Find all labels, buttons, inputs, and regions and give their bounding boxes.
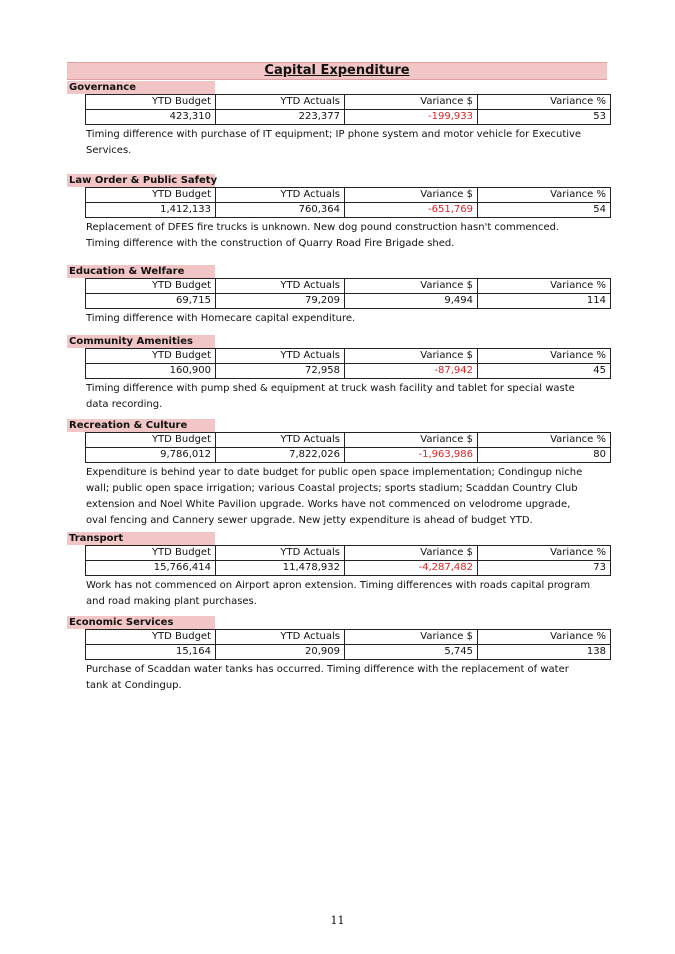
- header-variance-percent: Variance %: [478, 630, 611, 645]
- header-ytd-budget: YTD Budget: [86, 546, 216, 561]
- figures-table: [85, 278, 611, 309]
- variance-dollar-value: -1,963,986: [345, 448, 478, 463]
- ytd-actuals-value: 79,209: [216, 294, 345, 309]
- section-note: Purchase of Scaddan water tanks has occurred. Timing difference with the replacement of water tank at Condingup.: [86, 664, 569, 691]
- section-economic-services: [67, 616, 607, 694]
- section-heading: Governance: [67, 81, 215, 94]
- section-education-welfare: [67, 265, 607, 327]
- section-community-amenities: [67, 335, 607, 413]
- header-ytd-budget: YTD Budget: [86, 349, 216, 364]
- header-ytd-budget: YTD Budget: [86, 279, 216, 294]
- header-variance-dollar: Variance $: [345, 349, 478, 364]
- header-row: [86, 630, 611, 645]
- header-row: [86, 349, 611, 364]
- section-heading: Recreation & Culture: [67, 419, 215, 432]
- variance-percent-value: 73: [478, 561, 611, 576]
- ytd-actuals-value: 223,377: [216, 110, 345, 125]
- header-variance-dollar: Variance $: [345, 546, 478, 561]
- section-heading: Economic Services: [67, 616, 215, 629]
- section-heading: Education & Welfare: [67, 265, 215, 278]
- ytd-budget-value: 9,786,012: [86, 448, 216, 463]
- value-row: [86, 561, 611, 576]
- header-variance-dollar: Variance $: [345, 188, 478, 203]
- header-ytd-budget: YTD Budget: [86, 433, 216, 448]
- header-variance-dollar: Variance $: [345, 95, 478, 110]
- value-row: [86, 448, 611, 463]
- value-row: [86, 645, 611, 660]
- section-heading: Transport: [67, 532, 215, 545]
- value-row: [86, 110, 611, 125]
- section-recreation-culture: [67, 419, 607, 529]
- header-ytd-actuals: YTD Actuals: [216, 279, 345, 294]
- header-variance-dollar: Variance $: [345, 433, 478, 448]
- ytd-budget-value: 423,310: [86, 110, 216, 125]
- variance-dollar-value: -87,942: [345, 364, 478, 379]
- header-row: [86, 95, 611, 110]
- figures-table: [85, 348, 611, 379]
- header-variance-percent: Variance %: [478, 546, 611, 561]
- section-note: Replacement of DFES fire trucks is unknown. New dog pound construction hasn't commenced. Timing difference with the construction of Quarry Road Fire Brigade shed.: [86, 222, 560, 249]
- header-row: [86, 188, 611, 203]
- ytd-budget-value: 15,164: [86, 645, 216, 660]
- section-law-order-public-safety: [67, 174, 607, 252]
- header-variance-dollar: Variance $: [345, 630, 478, 645]
- section-governance: [67, 81, 607, 159]
- figures-table: [85, 94, 611, 125]
- figures-table: [85, 629, 611, 660]
- header-variance-dollar: Variance $: [345, 279, 478, 294]
- variance-dollar-value: 5,745: [345, 645, 478, 660]
- ytd-actuals-value: 11,478,932: [216, 561, 345, 576]
- ytd-actuals-value: 72,958: [216, 364, 345, 379]
- header-variance-percent: Variance %: [478, 95, 611, 110]
- section-transport: [67, 532, 607, 610]
- variance-percent-value: 138: [478, 645, 611, 660]
- ytd-budget-value: 160,900: [86, 364, 216, 379]
- header-variance-percent: Variance %: [478, 349, 611, 364]
- section-note: Expenditure is behind year to date budget for public open space implementation; Condingup niche wall; public open space irrigation; various Coastal projects; sports stadium; Scaddan Country Club extension and Noel White Pavilion upgrade. Works have not commenced on velodrome upgrade, oval fencing and Cannery sewer upgrade. New jetty expenditure is ahead of budget YTD.: [86, 467, 583, 526]
- value-row: [86, 294, 611, 309]
- figures-table: [85, 432, 611, 463]
- variance-percent-value: 114: [478, 294, 611, 309]
- section-heading: Law Order & Public Safety: [69, 175, 218, 186]
- variance-percent-value: 53: [478, 110, 611, 125]
- page-title: Capital Expenditure: [67, 62, 607, 80]
- section-note: Work has not commenced on Airport apron extension. Timing differences with roads capital program and road making plant purchases.: [86, 580, 591, 607]
- variance-percent-value: 45: [478, 364, 611, 379]
- header-ytd-actuals: YTD Actuals: [216, 188, 345, 203]
- variance-percent-value: 80: [478, 448, 611, 463]
- ytd-budget-value: 15,766,414: [86, 561, 216, 576]
- variance-dollar-value: -199,933: [345, 110, 478, 125]
- header-row: [86, 433, 611, 448]
- header-variance-percent: Variance %: [478, 188, 611, 203]
- ytd-actuals-value: 760,364: [216, 203, 345, 218]
- ytd-actuals-value: 7,822,026: [216, 448, 345, 463]
- section-heading: Community Amenities: [67, 335, 215, 348]
- header-row: [86, 279, 611, 294]
- ytd-budget-value: 1,412,133: [86, 203, 216, 218]
- header-ytd-budget: YTD Budget: [86, 95, 216, 110]
- header-ytd-actuals: YTD Actuals: [216, 433, 345, 448]
- header-variance-percent: Variance %: [478, 433, 611, 448]
- header-variance-percent: Variance %: [478, 279, 611, 294]
- ytd-actuals-value: 20,909: [216, 645, 345, 660]
- figures-table: [85, 187, 611, 218]
- header-ytd-actuals: YTD Actuals: [216, 546, 345, 561]
- section-note: Timing difference with Homecare capital expenditure.: [86, 313, 356, 324]
- variance-percent-value: 54: [478, 203, 611, 218]
- figures-table: [85, 545, 611, 576]
- header-ytd-budget: YTD Budget: [86, 630, 216, 645]
- header-ytd-budget: YTD Budget: [86, 188, 216, 203]
- header-ytd-actuals: YTD Actuals: [216, 630, 345, 645]
- variance-dollar-value: 9,494: [345, 294, 478, 309]
- section-note: Timing difference with purchase of IT equipment; IP phone system and motor vehicle for Executive Services.: [86, 129, 582, 156]
- variance-dollar-value: -4,287,482: [345, 561, 478, 576]
- value-row: [86, 203, 611, 218]
- variance-dollar-value: -651,769: [345, 203, 478, 218]
- value-row: [86, 364, 611, 379]
- header-ytd-actuals: YTD Actuals: [216, 95, 345, 110]
- header-ytd-actuals: YTD Actuals: [216, 349, 345, 364]
- header-row: [86, 546, 611, 561]
- ytd-budget-value: 69,715: [86, 294, 216, 309]
- page-number: 11: [330, 914, 345, 927]
- section-note: Timing difference with pump shed & equipment at truck wash facility and tablet for special waste data recording.: [86, 383, 575, 410]
